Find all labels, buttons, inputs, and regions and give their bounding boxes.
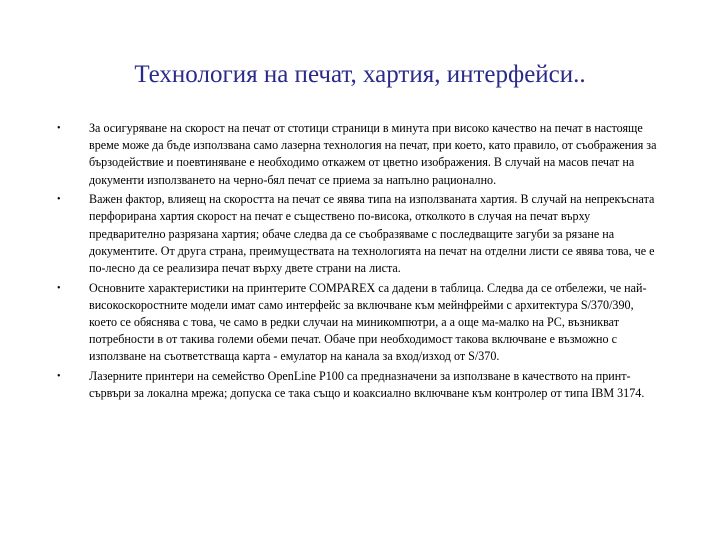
bullet-text: Важен фактор, влияещ на скоростта на печат се явява типа на използваната хартия. В случай на непрекъсната перфорирана хартия скорост на печат е съществено по-висока, отколкото в случая на печат върху предварително разрязана хартия; обаче следва да се съобразяваме с последващите загуби за рязане на документите. От друга страна, преимуществата на технологията на печат на отделни листи се явява това, че е по-лесно да се реализира печат върху двете страни на листа. bbox=[89, 192, 655, 276]
bullet-item bbox=[57, 191, 662, 277]
bullet-icon: • bbox=[57, 282, 61, 294]
bullet-list bbox=[57, 120, 662, 405]
bullet-item bbox=[57, 120, 662, 189]
bullet-item bbox=[57, 280, 662, 366]
bullet-text: Основните характеристики на принтерите COMPAREX са дадени в таблица. Следва да се отбележи, че най-високоскоростните модели имат само интерфейс за включване към мейнфрейми с архитектура S/370/390, което се обяснява с това, че само в редки случаи на миникомпютри, а а още ма-малко на PC, възникват потребности в от такива големи обеми печат. Обаче при необходимост такова включване е възможно с използване на съответстваща карта - емулатор на канала за вход/изход от S/370. bbox=[89, 280, 647, 364]
bullet-text: Лазерните принтери на семейство OpenLine P100 са предназначени за използване в качеството на принт-сървъри за локална мрежа; допуска се така също и коаксиално включване към контролер от типа IBM 3174. bbox=[89, 369, 645, 401]
bullet-text: За осигуряване на скорост на печат от стотици страници в минута при високо качество на печат в настояще време може да бъде използвана само лазерна технология на печат, при което, като правило, от съображения за бързодействие и поевтиняване е необходимо откажем от цветно изображения. В случай на масов печат на документи използването на черно-бял печат се приема за напълно рационално. bbox=[89, 121, 657, 187]
bullet-icon: • bbox=[57, 371, 61, 383]
slide-title: Технология на печат, хартия, интерфейси.. bbox=[134, 61, 586, 88]
bullet-icon: • bbox=[57, 194, 61, 206]
bullet-item bbox=[57, 368, 662, 402]
bullet-icon: • bbox=[57, 123, 61, 134]
